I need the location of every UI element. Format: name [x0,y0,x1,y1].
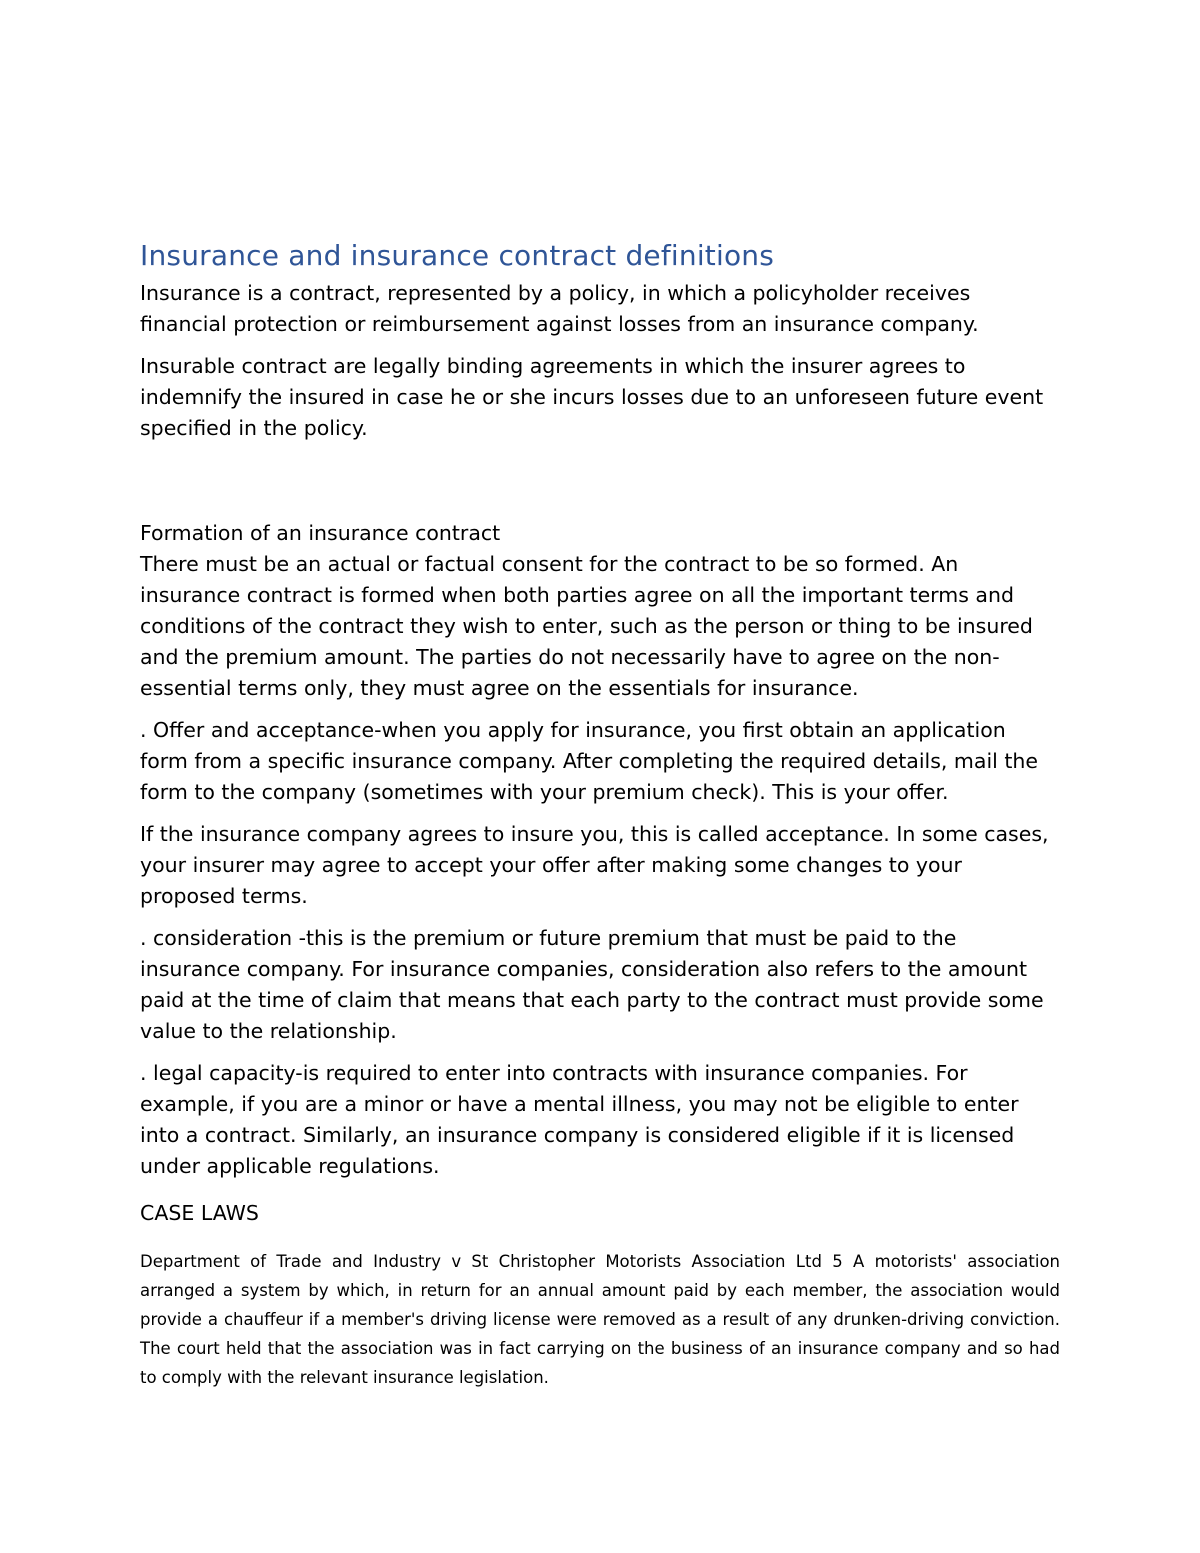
insurable-contract-paragraph: Insurable contract are legally binding agreements in which the insurer agrees to indemnify the insured in case he or she incurs losses due to an unforeseen future event specified in the policy. [140,354,1044,440]
formation-title: Formation of an insurance contract [140,521,501,545]
consideration-paragraph: . consideration -this is the premium or future premium that must be paid to the insurance company. For insurance companies, consideration also refers to the amount paid at the time of claim that means that each party to the contract must provide some value to the relationship. [140,926,1044,1043]
document-page [140,236,1060,1392]
case-law-paragraph: Department of Trade and Industry v St Christopher Motorists Association Ltd 5 A motorists' association arranged a system by which, in return for an annual amount paid by each member, the association would provide a chauffeur if a member's driving license were removed as a result of any drunken-driving conviction. The court held that the association was in fact carrying on the business of an insurance company and so had to comply with the relevant insurance legislation. [140,1252,1060,1387]
page-title: Insurance and insurance contract definitions [140,239,775,272]
formation-section [140,518,1060,704]
insurance-definition-paragraph: Insurance is a contract, represented by a policy, in which a policyholder receives financial protection or reimbursement against losses from an insurance company. [140,281,979,336]
acceptance-paragraph: If the insurance company agrees to insure you, this is called acceptance. In some cases, your insurer may agree to accept your offer after making some changes to your proposed terms. [140,822,1049,908]
legal-capacity-paragraph: . legal capacity-is required to enter into contracts with insurance companies. For example, if you are a minor or have a mental illness, you may not be eligible to enter into a contract. Similarly, an insurance company is considered eligible if it is licensed under applicable regulations. [140,1061,1019,1178]
formation-body: There must be an actual or factual consent for the contract to be so formed. An insurance contract is formed when both parties agree on all the important terms and conditions of the contract they wish to enter, such as the person or thing to be insured and the premium amount. The parties do not necessarily have to agree on the non-essential terms only, they must agree on the essentials for insurance. [140,552,1033,700]
case-laws-heading: CASE LAWS [140,1201,259,1225]
offer-acceptance-paragraph: . Offer and acceptance-when you apply for insurance, you first obtain an application form from a specific insurance company. After completing the required details, mail the form to the company (sometimes with your premium check). This is your offer. [140,718,1039,804]
